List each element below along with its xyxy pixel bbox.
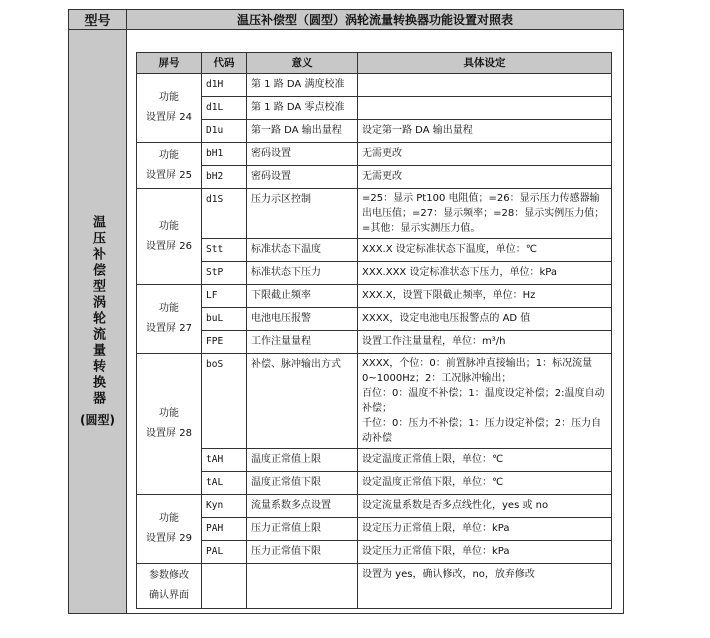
row-code: bH1	[202, 143, 247, 166]
row-meaning: 标准状态下温度	[247, 239, 358, 262]
row-code: PAL	[202, 541, 247, 564]
row-setting: 设定温度正常值下限，单位：℃	[358, 472, 612, 495]
table-row	[137, 285, 612, 308]
table-row	[137, 239, 612, 262]
row-code: LF	[202, 285, 247, 308]
row-code	[202, 564, 247, 609]
col-header-setting: 具体设定	[358, 53, 612, 74]
row-code: StP	[202, 262, 247, 285]
table-row	[137, 495, 612, 518]
table-row	[137, 308, 612, 331]
table-row	[137, 262, 612, 285]
row-meaning: 工作注量量程	[247, 331, 358, 354]
screen-label: 功能 设置屏 26	[137, 189, 202, 285]
row-setting: 设定温度正常值上限，单位：℃	[358, 449, 612, 472]
row-setting: =25：显示 Pt100 电阻值；=26：显示压力传感器输出电压值；=27：显示频率；=28：显示实例压力值；=其他：显示实测压力值。	[358, 189, 612, 239]
row-meaning: 流量系数多点设置	[247, 495, 358, 518]
row-setting: XXX.XXX 设定标准状态下压力，单位：kPa	[358, 262, 612, 285]
row-setting: 设定压力正常值下限，单位：kPa	[358, 541, 612, 564]
row-meaning: 密码设置	[247, 166, 358, 189]
row-meaning: 温度正常值下限	[247, 472, 358, 495]
row-meaning: 下限截止频率	[247, 285, 358, 308]
screen-label: 功能 设置屏 27	[137, 285, 202, 354]
row-code: tAH	[202, 449, 247, 472]
row-setting	[358, 97, 612, 120]
row-setting: 设定流量系数是否多点线性化，yes 或 no	[358, 495, 612, 518]
row-code: tAL	[202, 472, 247, 495]
table-row	[137, 143, 612, 166]
table-row	[137, 189, 612, 239]
row-meaning: 标准状态下压力	[247, 262, 358, 285]
row-setting: XXX.X 设定标准状态下温度，单位：℃	[358, 239, 612, 262]
table-row	[137, 518, 612, 541]
row-code: Stt	[202, 239, 247, 262]
row-code: d1H	[202, 74, 247, 97]
row-code: d1L	[202, 97, 247, 120]
row-setting: 设置工作注量量程，单位：m³/h	[358, 331, 612, 354]
model-name-type: (圆型)	[80, 413, 115, 427]
table-header-row	[137, 53, 612, 74]
row-meaning: 第 1 路 DA 满度校准	[247, 74, 358, 97]
row-setting: 无需更改	[358, 143, 612, 166]
row-code: d1S	[202, 189, 247, 239]
row-setting: XXX.X，设置下限截止频率，单位：Hz	[358, 285, 612, 308]
model-header-label: 型号	[69, 10, 127, 30]
table-row	[137, 120, 612, 143]
screen-label: 功能 设置屏 28	[137, 354, 202, 495]
screen-label: 功能 设置屏 25	[137, 143, 202, 189]
row-meaning: 温度正常值上限	[247, 449, 358, 472]
row-code: PAH	[202, 518, 247, 541]
model-name-column	[69, 30, 127, 613]
row-code: buL	[202, 308, 247, 331]
row-setting: 设定第一路 DA 输出量程	[358, 120, 612, 143]
row-setting: 设定压力正常值上限，单位：kPa	[358, 518, 612, 541]
screen-label: 功能 设置屏 24	[137, 74, 202, 143]
table-row	[137, 74, 612, 97]
col-header-screen: 屏号	[137, 53, 202, 74]
settings-table	[136, 52, 612, 609]
table-row	[137, 564, 612, 609]
row-code: Kyn	[202, 495, 247, 518]
row-meaning: 电池电压报警	[247, 308, 358, 331]
row-code: D1u	[202, 120, 247, 143]
row-setting	[358, 74, 612, 97]
row-meaning: 密码设置	[247, 143, 358, 166]
row-code: bH2	[202, 166, 247, 189]
table-row	[137, 331, 612, 354]
row-code: boS	[202, 354, 247, 449]
row-meaning: 补偿、脉冲输出方式	[247, 354, 358, 449]
table-row	[137, 541, 612, 564]
row-setting: XXXX，个位：0：前置脉冲直接输出；1：标况流量 0~1000Hz；2：工况脉冲输出； 百位：0：温度不补偿；1：温度设定补偿；2:温度自动补偿； 千位：0：压力不补偿；1：压力设定补偿；2：压力自动补偿	[358, 354, 612, 449]
row-meaning: 第 1 路 DA 零点校准	[247, 97, 358, 120]
row-meaning	[247, 564, 358, 609]
page-title: 温压补偿型（圆型）涡轮流量转换器功能设置对照表	[127, 10, 623, 30]
screen-label: 功能 设置屏 29	[137, 495, 202, 564]
model-name-vertical: 温压补偿型涡轮流量转换器	[90, 215, 105, 407]
row-meaning: 压力示区控制	[247, 189, 358, 239]
table-row	[137, 354, 612, 449]
row-setting: 无需更改	[358, 166, 612, 189]
screen-label: 参数修改 确认界面	[137, 564, 202, 609]
table-row	[137, 97, 612, 120]
table-row	[137, 449, 612, 472]
col-header-meaning: 意义	[247, 53, 358, 74]
row-setting: XXXX，设定电池电压报警点的 AD 值	[358, 308, 612, 331]
table-row	[137, 472, 612, 495]
row-code: FPE	[202, 331, 247, 354]
row-setting: 设置为 yes，确认修改，no，放弃修改	[358, 564, 612, 609]
table-row	[137, 166, 612, 189]
row-meaning: 压力正常值下限	[247, 541, 358, 564]
row-meaning: 压力正常值上限	[247, 518, 358, 541]
col-header-code: 代码	[202, 53, 247, 74]
row-meaning: 第一路 DA 输出量程	[247, 120, 358, 143]
